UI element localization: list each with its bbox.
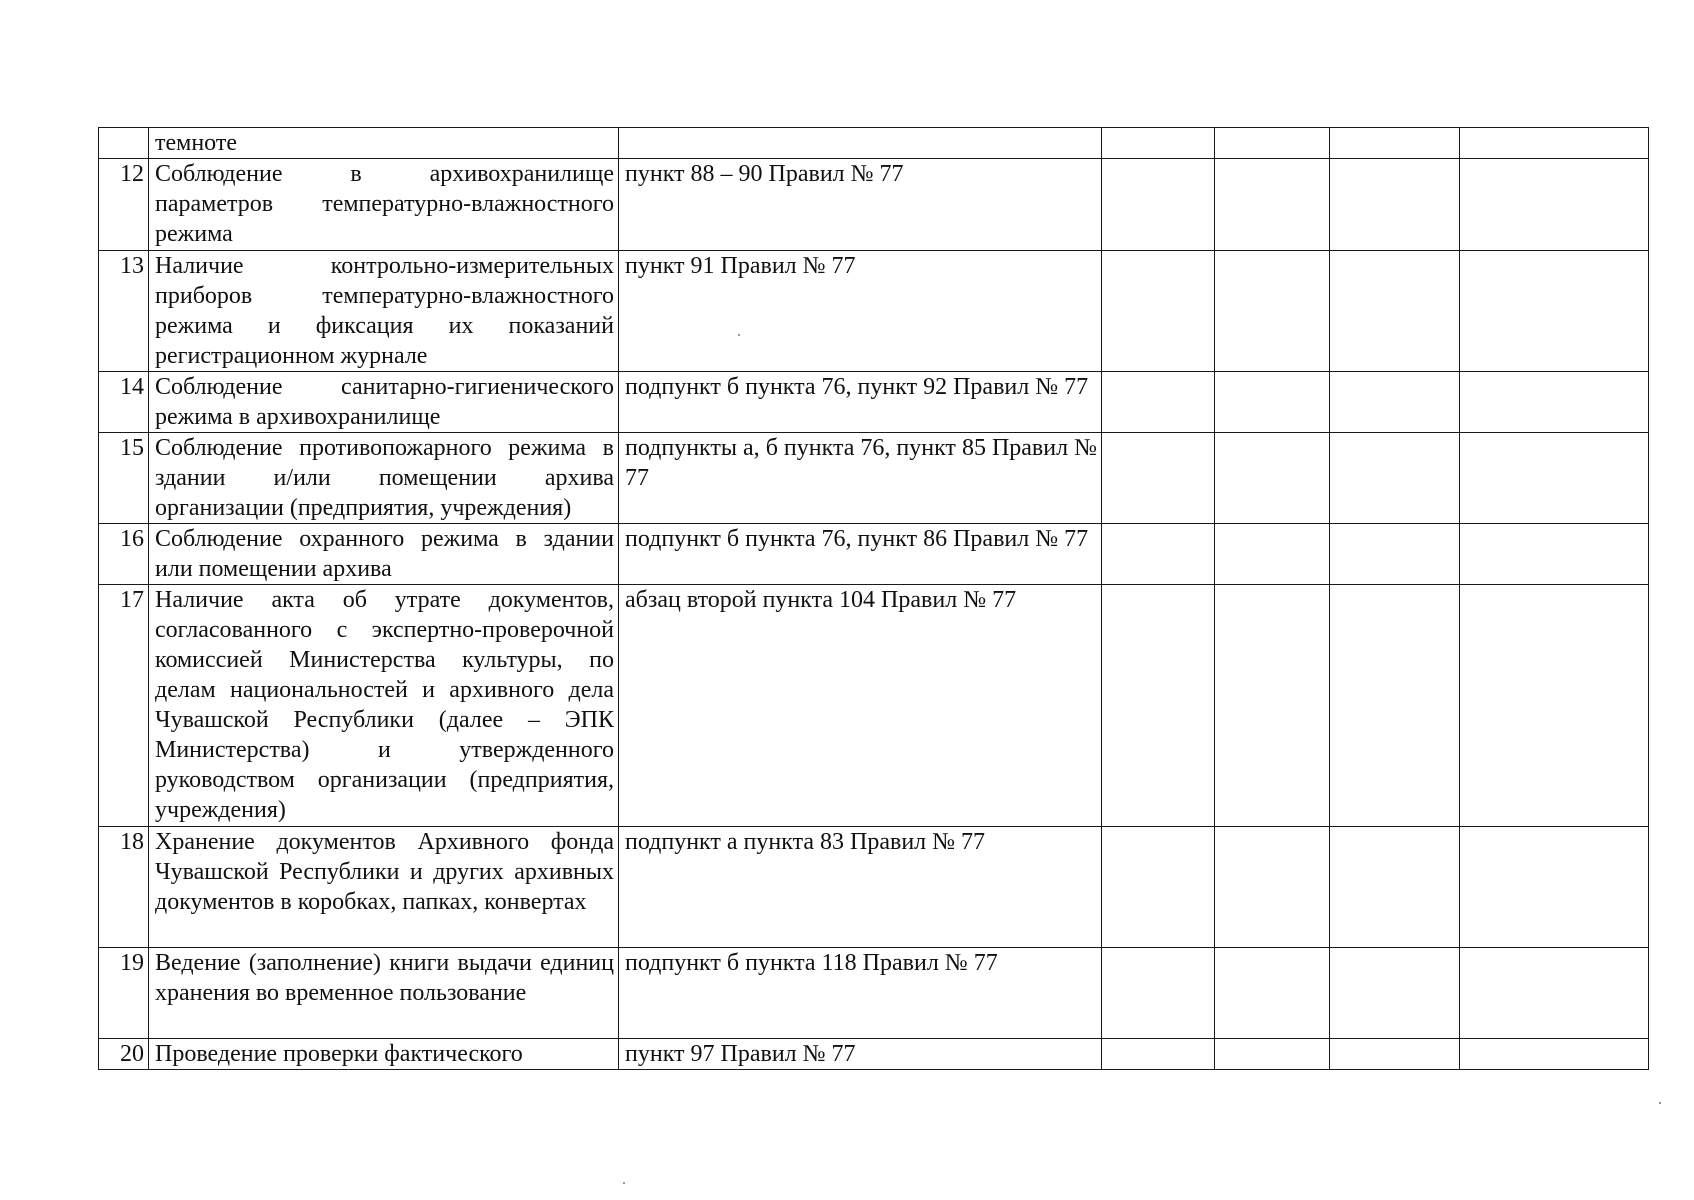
table-row <box>99 948 1649 1039</box>
table-row <box>99 372 1649 433</box>
scan-speck <box>738 334 740 336</box>
table-row <box>99 159 1649 251</box>
reference-cell: подпункт б пункта 76, пункт 86 Правил № 77 <box>619 524 1102 585</box>
requirement-cell: Соблюдение в архивохранилище параметров температурно-влажностного режима <box>149 159 619 251</box>
empty-cell <box>1460 128 1649 159</box>
empty-cell <box>1330 433 1460 524</box>
requirement-cell: Наличие акта об утрате документов, согласованного с экспертно-проверочной комиссией Министерства культуры, по делам национальностей и архивного дела Чувашской Республики (далее – ЭПК Министерства) и утвержденного руководством организации (предприятия, учреждения) <box>149 585 619 827</box>
empty-cell <box>1330 159 1460 251</box>
requirements-table <box>98 127 1649 1070</box>
empty-cell <box>1102 251 1215 372</box>
empty-cell <box>1460 433 1649 524</box>
empty-cell <box>1102 524 1215 585</box>
table-row <box>99 251 1649 372</box>
reference-cell: абзац второй пункта 104 Правил № 77 <box>619 585 1102 827</box>
requirement-cell: темноте <box>149 128 619 159</box>
table-row <box>99 524 1649 585</box>
empty-cell <box>1460 159 1649 251</box>
empty-cell <box>1460 827 1649 948</box>
empty-cell <box>1215 524 1330 585</box>
row-number: 16 <box>99 524 149 585</box>
row-number: 15 <box>99 433 149 524</box>
empty-cell <box>1102 128 1215 159</box>
empty-cell <box>1215 128 1330 159</box>
row-number: 13 <box>99 251 149 372</box>
empty-cell <box>1330 1039 1460 1070</box>
empty-cell <box>1215 1039 1330 1070</box>
requirement-cell: Проведение проверки фактического <box>149 1039 619 1070</box>
row-number: 12 <box>99 159 149 251</box>
row-number: 18 <box>99 827 149 948</box>
empty-cell <box>1215 372 1330 433</box>
empty-cell <box>1102 1039 1215 1070</box>
row-number: 19 <box>99 948 149 1039</box>
empty-cell <box>1102 585 1215 827</box>
table-row <box>99 827 1649 948</box>
scan-speck <box>1659 1102 1661 1104</box>
reference-cell: подпункт б пункта 118 Правил № 77 <box>619 948 1102 1039</box>
row-number: 17 <box>99 585 149 827</box>
empty-cell <box>1460 585 1649 827</box>
empty-cell <box>1215 948 1330 1039</box>
table-row <box>99 433 1649 524</box>
table-row <box>99 1039 1649 1070</box>
requirement-cell: Наличие контрольно-измерительных приборов температурно-влажностного режима и фиксация их показаний регистрационном журнале <box>149 251 619 372</box>
empty-cell <box>1330 128 1460 159</box>
empty-cell <box>1215 585 1330 827</box>
requirement-cell: Соблюдение санитарно-гигиенического режима в архивохранилище <box>149 372 619 433</box>
empty-cell <box>1215 827 1330 948</box>
scan-speck <box>623 1182 625 1184</box>
table-row <box>99 585 1649 827</box>
reference-cell <box>619 128 1102 159</box>
empty-cell <box>1460 251 1649 372</box>
reference-cell: пункт 88 – 90 Правил № 77 <box>619 159 1102 251</box>
empty-cell <box>1460 524 1649 585</box>
empty-cell <box>1330 372 1460 433</box>
row-number <box>99 128 149 159</box>
empty-cell <box>1330 524 1460 585</box>
empty-cell <box>1460 372 1649 433</box>
empty-cell <box>1330 827 1460 948</box>
empty-cell <box>1215 251 1330 372</box>
reference-cell: пункт 97 Правил № 77 <box>619 1039 1102 1070</box>
row-number: 14 <box>99 372 149 433</box>
empty-cell <box>1215 433 1330 524</box>
requirement-cell: Соблюдение противопожарного режима в здании и/или помещении архива организации (предприятия, учреждения) <box>149 433 619 524</box>
requirement-cell: Соблюдение охранного режима в здании или помещении архива <box>149 524 619 585</box>
requirement-cell: Ведение (заполнение) книги выдачи единиц хранения во временное пользование <box>149 948 619 1039</box>
reference-cell: подпункты а, б пункта 76, пункт 85 Правил № 77 <box>619 433 1102 524</box>
reference-cell: пункт 91 Правил № 77 <box>619 251 1102 372</box>
empty-cell <box>1215 159 1330 251</box>
empty-cell <box>1330 948 1460 1039</box>
reference-cell: подпункт б пункта 76, пункт 92 Правил № 77 <box>619 372 1102 433</box>
empty-cell <box>1460 1039 1649 1070</box>
empty-cell <box>1102 948 1215 1039</box>
table-row <box>99 128 1649 159</box>
empty-cell <box>1102 159 1215 251</box>
reference-cell: подпункт а пункта 83 Правил № 77 <box>619 827 1102 948</box>
requirement-cell: Хранение документов Архивного фонда Чувашской Республики и других архивных документов в коробках, папках, конвертах <box>149 827 619 948</box>
empty-cell <box>1330 585 1460 827</box>
empty-cell <box>1102 827 1215 948</box>
row-number: 20 <box>99 1039 149 1070</box>
empty-cell <box>1330 251 1460 372</box>
empty-cell <box>1102 372 1215 433</box>
empty-cell <box>1102 433 1215 524</box>
empty-cell <box>1460 948 1649 1039</box>
